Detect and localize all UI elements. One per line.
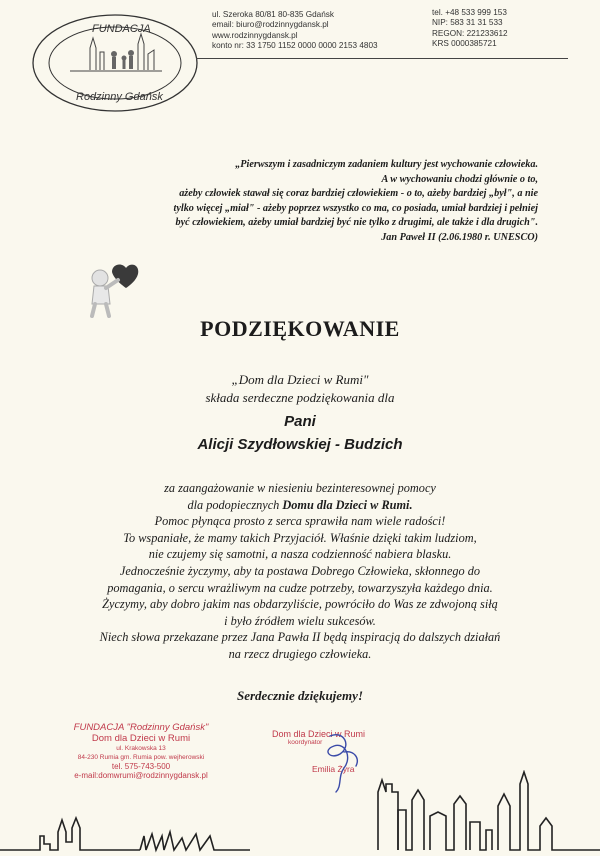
stamp-line: koordynator [288,739,323,746]
page-title: PODZIĘKOWANIE [200,316,400,341]
body-line: Jednocześnie życzymy, aby ta postawa Dobrego Człowieka, skłonnego do [119,563,481,578]
website-line: www.rodzinnygdansk.pl [212,30,298,40]
body-text [60,480,540,663]
stamp-line: FUNDACJA "Rodzinny Gdańsk" [73,722,209,733]
quote-line: A w wychowaniu chodzi głównie o to, [381,173,538,185]
header-address [212,10,378,52]
stamp-line: ul. Krakowska 13 [116,745,166,752]
body-bold-org: Domu dla Dzieci w Rumi. [282,497,413,512]
body-line: pomagania, o sercu wrażliwym na cudze potrzeby, towarzyszyła każdego dnia. [107,580,493,595]
quote-line: „Pierwszym i zasadniczym zadaniem kultury jest wychowanie człowieka. [235,159,538,170]
quote-line: tylko więcej „miał" - ażeby poprzez wszystko co ma, co posiada, umiał bardziej i pełniej [173,202,538,214]
logo-top-text: FUNDACJA [92,23,151,35]
header-registry [432,8,508,50]
address-line: ul. Szeroka 80/81 80-835 Gdańsk [212,10,334,19]
body-line: Życzymy, aby dobro jakim nas obdarzyliście, powróciło do Was ze zdwojoną siłą [102,597,498,612]
quote-attribution: Jan Paweł II (2.06.1980 r. UNESCO) [381,231,538,243]
stamp-line: 84-230 Rumia gm. Rumia pow. wejherowski [77,754,205,761]
foundation-logo [30,8,200,118]
quote-block [38,158,538,246]
recipient-name: Alicji Szydłowskiej - Budzich [197,436,403,453]
city-skyline-icon [0,770,600,856]
stamp-line: Emilia Żyra [312,764,355,774]
body-line: i było źródłem wielu sukcesów. [224,613,376,628]
stamp-line: tel. 575-743-500 [111,762,171,771]
logo-bottom-text: Rodzinny Gdańsk [76,91,163,103]
body-line: na rzecz drugiego człowieka. [228,646,372,661]
body-line: nie czujemy się samotni, a nasza codzienność nabiera blasku. [148,547,452,562]
body-line: Niech słowa przekazane przez Jana Pawła II będą inspiracją do dalszych działań [99,630,501,645]
stamp-line: Dom dla Dzieci w Rumi [91,733,191,744]
recipient-salutation: Pani [284,413,316,430]
header-divider [196,58,568,59]
organization-name: „Dom dla Dzieci w Rumi" [231,372,369,387]
quote-line: ażeby człowiek stawał się coraz bardziej człowiekiem - o to, ażeby bardziej „był", a nie [179,188,538,200]
krs-line: KRS 0000385721 [432,39,497,49]
body-line: To wspaniałe, że mamy takich Przyjaciół. Właśnie dzięki takim ludziom, [123,530,477,545]
nip-line: NIP: 583 31 31 533 [432,18,503,28]
quote-line: być człowiekiem, ażeby umiał bardziej być nie tylko z drugimi, ale także i dla drugich". [175,217,538,229]
stamp-line: Dom dla Dzieci w Rumi [272,729,366,739]
subtitle: składa serdeczne podziękowania dla [205,390,395,405]
body-line [60,497,540,514]
regon-line: REGON: 221233612 [432,28,508,38]
figure-with-heart-icon [82,258,140,320]
account-line: konto nr: 33 1750 1152 0000 0000 2153 4803 [212,41,378,51]
body-line: Pomoc płynąca prosto z serca sprawiła nam wiele radości! [154,514,446,529]
email-line: email: biuro@rodzinnygdansk.pl [212,20,329,30]
body-line: za zaangażowanie w niesieniu bezinteresownej pomocy [164,481,436,495]
body-line-prefix: dla podopiecznych [187,497,283,512]
phone-line: tel. +48 533 999 153 [432,8,507,17]
closing-thanks: Serdecznie dziękujemy! [236,688,363,703]
stamp-line: e-mail:domwrumi@rodzinnygdansk.pl [74,771,208,780]
